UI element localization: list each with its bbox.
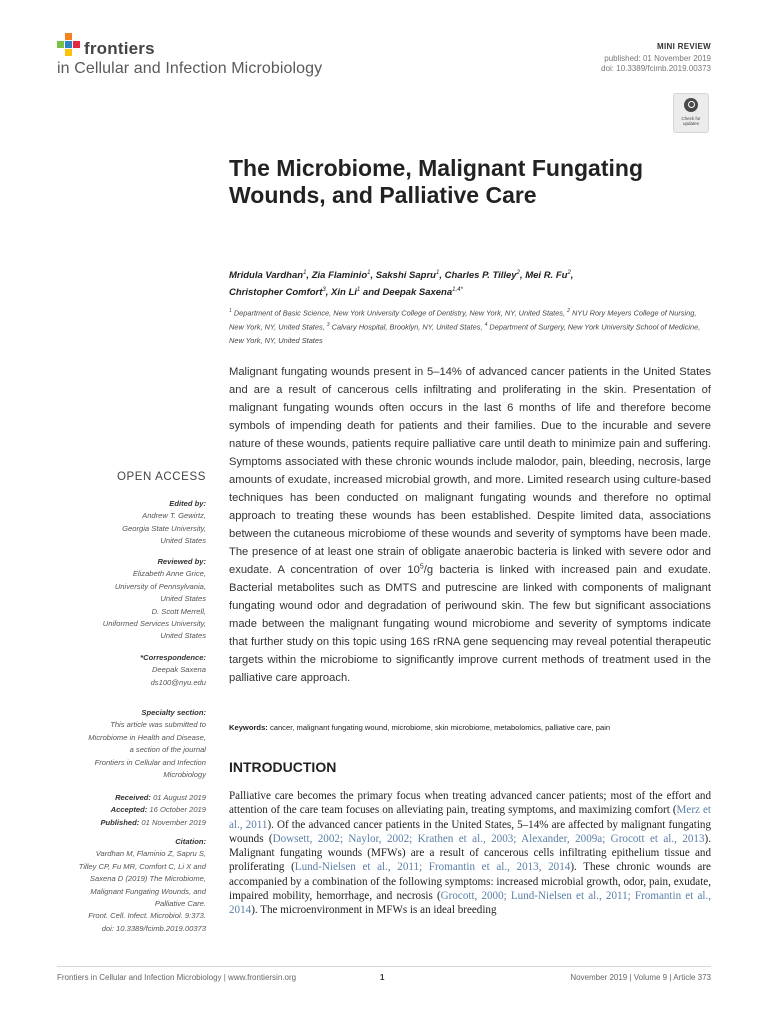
check-updates-icon [684,98,698,112]
keywords-list: cancer, malignant fungating wound, microbiome, skin microbiome, metabolomics, palliative care, pain [267,723,611,732]
author-name[interactable]: Sakshi Sapru [375,270,436,282]
editor-line: United States [160,536,206,546]
citation-line: Tilley CP, Fu MR, Comfort C, Li X and [78,861,206,871]
footer-divider [57,966,711,967]
affiliation-mark: 2 [567,308,570,314]
open-access-label: OPEN ACCESS [116,471,206,483]
reviewer-line: University of Pennsylvania, [114,581,206,591]
doi-link[interactable]: doi: 10.3389/fcimb.2019.00373 [601,64,711,73]
introduction-paragraph [229,789,711,918]
author-separator: , [439,270,445,282]
citation-line: Saxena D (2019) The Microbiome, [89,874,206,884]
author-name[interactable]: Christopher Comfort [229,287,323,299]
correspondence-block [31,652,206,689]
section-heading-introduction: INTRODUCTION [229,759,337,775]
affiliation-text: NYU Rory Meyers College of Nursing, New York, NY, United States, [229,308,697,332]
author-affiliation-mark: 1 [435,270,440,276]
citation-link[interactable]: Grocott, 2000; Lund-Nielsen et al., 2011; Fromantin et al., 2014 [229,890,711,917]
check-for-updates-button[interactable] [673,93,709,133]
published-date: published: 01 November 2019 [604,54,711,63]
body-text: Palliative care becomes the primary focus when treating advanced cancer patients; most of the effort and attention of the care team focuses on alleviating pain, treating symptoms, and maximizing comfort ( [229,790,711,817]
author-affiliation-mark: 2 [567,270,571,276]
dates-block [31,792,206,829]
abstract [229,363,711,687]
author-name[interactable]: Deepak Saxena [382,287,453,299]
reviewed-by-label: Reviewed by: [157,557,206,566]
published-date-side: Published: 01 November 2019 [100,817,206,827]
author-separator: , [306,270,312,282]
reviewer-line: Elizabeth Anne Grice, [132,569,206,579]
brand-name: frontiers [84,39,155,58]
body-text: ). These chronic wounds are accompanied by a combination of the following symptoms: increased microbial growth, odor, pain, exudate, impaired mobility, hemorrhage, and necrosis ( [229,861,711,903]
citation-doi-link[interactable]: doi: 10.3389/fcimb.2019.00373 [101,923,206,933]
keywords-label: Keywords: [229,723,268,732]
body-text: ). Malignant fungating wounds (MFWs) are a result of cancerous cells infiltrating epithelium tissue and proliferating ( [229,832,711,874]
check-updates-label: Check for updates [681,116,701,126]
specialty-line: This article was submitted to [110,720,206,730]
abstract-text-cont: /g bacteria is linked with increased pain and exudate. Bacterial metabolites such as DMTS and putrescine are linked with components of malignant fungating wound odor and degradation of periwound skin. The few but significant associations made between the malignant fungating wound microbiome and severity of symptoms indicate that further study on this topic using 16S rRNA gene sequencing may reveal potential therapeutic targets within the microbiome to significantly improve current methods of treatment used in the palliative care approach. [229,564,711,684]
editor-line: Andrew T. Gewirtz, [142,511,206,521]
author-separator: , [570,270,574,282]
affiliation-mark: 1 [229,308,232,314]
frontiers-logo-icon [57,33,81,59]
reviewer-line: United States [160,594,206,604]
citation-line: Front. Cell. Infect. Microbiol. 9:373. [88,911,206,921]
author-name[interactable]: Mei R. Fu [525,270,568,282]
footer-issue-info: November 2019 | Volume 9 | Article 373 [570,973,711,982]
correspondence-label: *Correspondence: [140,653,206,662]
affiliations [229,305,709,347]
reviewed-by-block [31,556,206,643]
specialty-section-block [31,707,206,781]
specialty-line: a section of the journal [129,745,206,755]
citation-line: Palliative Care. [154,899,206,909]
author-affiliation-mark: 3 [322,287,326,294]
reviewer-line: D. Scott Merrell, [151,606,206,616]
edited-by-label: Edited by: [169,499,206,508]
editor-line: Georgia State University, [122,523,206,533]
citation-link[interactable]: Dowsett, 2002; Naylor, 2002; Krathen et al., 2003; Alexander, 2009a; Grocott et al., 2013 [272,832,705,845]
page-number: 1 [380,973,385,982]
citation-line: Malignant Fungating Wounds, and [90,886,206,896]
author-affiliation-mark: 1 [303,270,307,276]
specialty-line: Microbiology [163,770,206,780]
specialty-section-label: Specialty section: [141,708,206,717]
publication-info [601,54,711,74]
body-text: ). Of the advanced cancer patients in the United States, 5–14% are affected by malignant fungating wounds ( [229,818,712,845]
author-list [229,266,709,300]
author-affiliation-mark: 1 [367,270,371,276]
citation-label: Citation: [175,837,206,846]
author-name[interactable]: Zia Flaminio [311,270,368,282]
author-affiliation-mark: 1 [356,287,361,294]
affiliation-text: Department of Surgery, New York University School of Medicine, New York, NY, United States [229,322,701,345]
correspondent-name: Deepak Saxena [151,665,206,675]
author-name[interactable]: Charles P. Tilley [444,270,517,282]
author-affiliation-mark: 1,4* [452,287,463,294]
author-separator: , [370,270,376,282]
specialty-line: Microbiome in Health and Disease, [88,732,206,742]
body-text: ). The microenvironment in MFWs is an ideal breeding [251,904,497,917]
reviewer-line: United States [160,631,206,641]
article-title: The Microbiome, Malignant Fungating Wounds, and Palliative Care [229,155,643,208]
abstract-text: Malignant fungating wounds present in 5–14% of advanced cancer patients in the United States and are a result of cancerous cells infiltrating and proliferating in the skin. Presentation of malignant fungating wounds often occurs in the last 6 months of life and therefore become symbols of impending death for patients and their families. Due to the incurable and severe nature of these wounds, patients require palliative care until death to minimize pain and suffering. Symptoms associated with these chronic wounds include malodor, pain, bleeding, necrosis, large amounts of exudate, increased microbial growth, and more. Limited research using culture-based techniques has been conducted on malignant fungating wounds and therefore no optimal approach to treating these wounds has been established. Despite limited data, associations between the cutaneous microbiome of these wounds and severity of symptoms have been made. The presence of at least one strain of obligate anaerobic bacteria is linked with severe odor and exudate. A concentration of over 10 [229,366,711,576]
keywords [229,723,714,732]
author-name[interactable]: Mridula Vardhan [229,270,304,282]
abstract-exponent: 5 [419,563,424,571]
article-type: MINI REVIEW [657,42,711,51]
correspondent-email-link[interactable]: ds100@nyu.edu [150,677,206,687]
specialty-line: Frontiers in Cellular and Infection [94,757,206,767]
affiliation-mark: 3 [326,322,330,329]
citation-line: Vardhan M, Flaminio Z, Sapru S, [95,849,206,859]
citation-link[interactable]: Merz et al., 2011 [229,804,711,831]
author-separator: , [519,270,526,282]
author-affiliation-mark: 2 [516,270,520,276]
reviewer-line: Uniformed Services University, [102,619,206,629]
citation-link[interactable]: Lund-Nielsen et al., 2011; Fromantin et al., 2013, 2014 [294,861,571,874]
received-date: Received: 01 August 2019 [115,793,206,802]
affiliation-text: Department of Basic Science, New York University College of Dentistry, New York, NY, United States, [231,308,568,318]
accepted-date: Accepted: 16 October 2019 [110,805,206,815]
author-name[interactable]: Xin Li [331,287,357,299]
journal-name: in Cellular and Infection Microbiology [57,60,323,77]
author-separator: and [360,287,383,299]
affiliation-text: Calvary Hospital, Brooklyn, NY, United States, [329,322,485,332]
affiliation-mark: 4 [484,322,488,329]
edited-by-block [31,498,206,548]
footer-journal-link[interactable]: Frontiers in Cellular and Infection Microbiology | www.frontiersin.org [57,973,297,982]
citation-block [31,836,206,935]
author-separator: , [325,287,332,299]
